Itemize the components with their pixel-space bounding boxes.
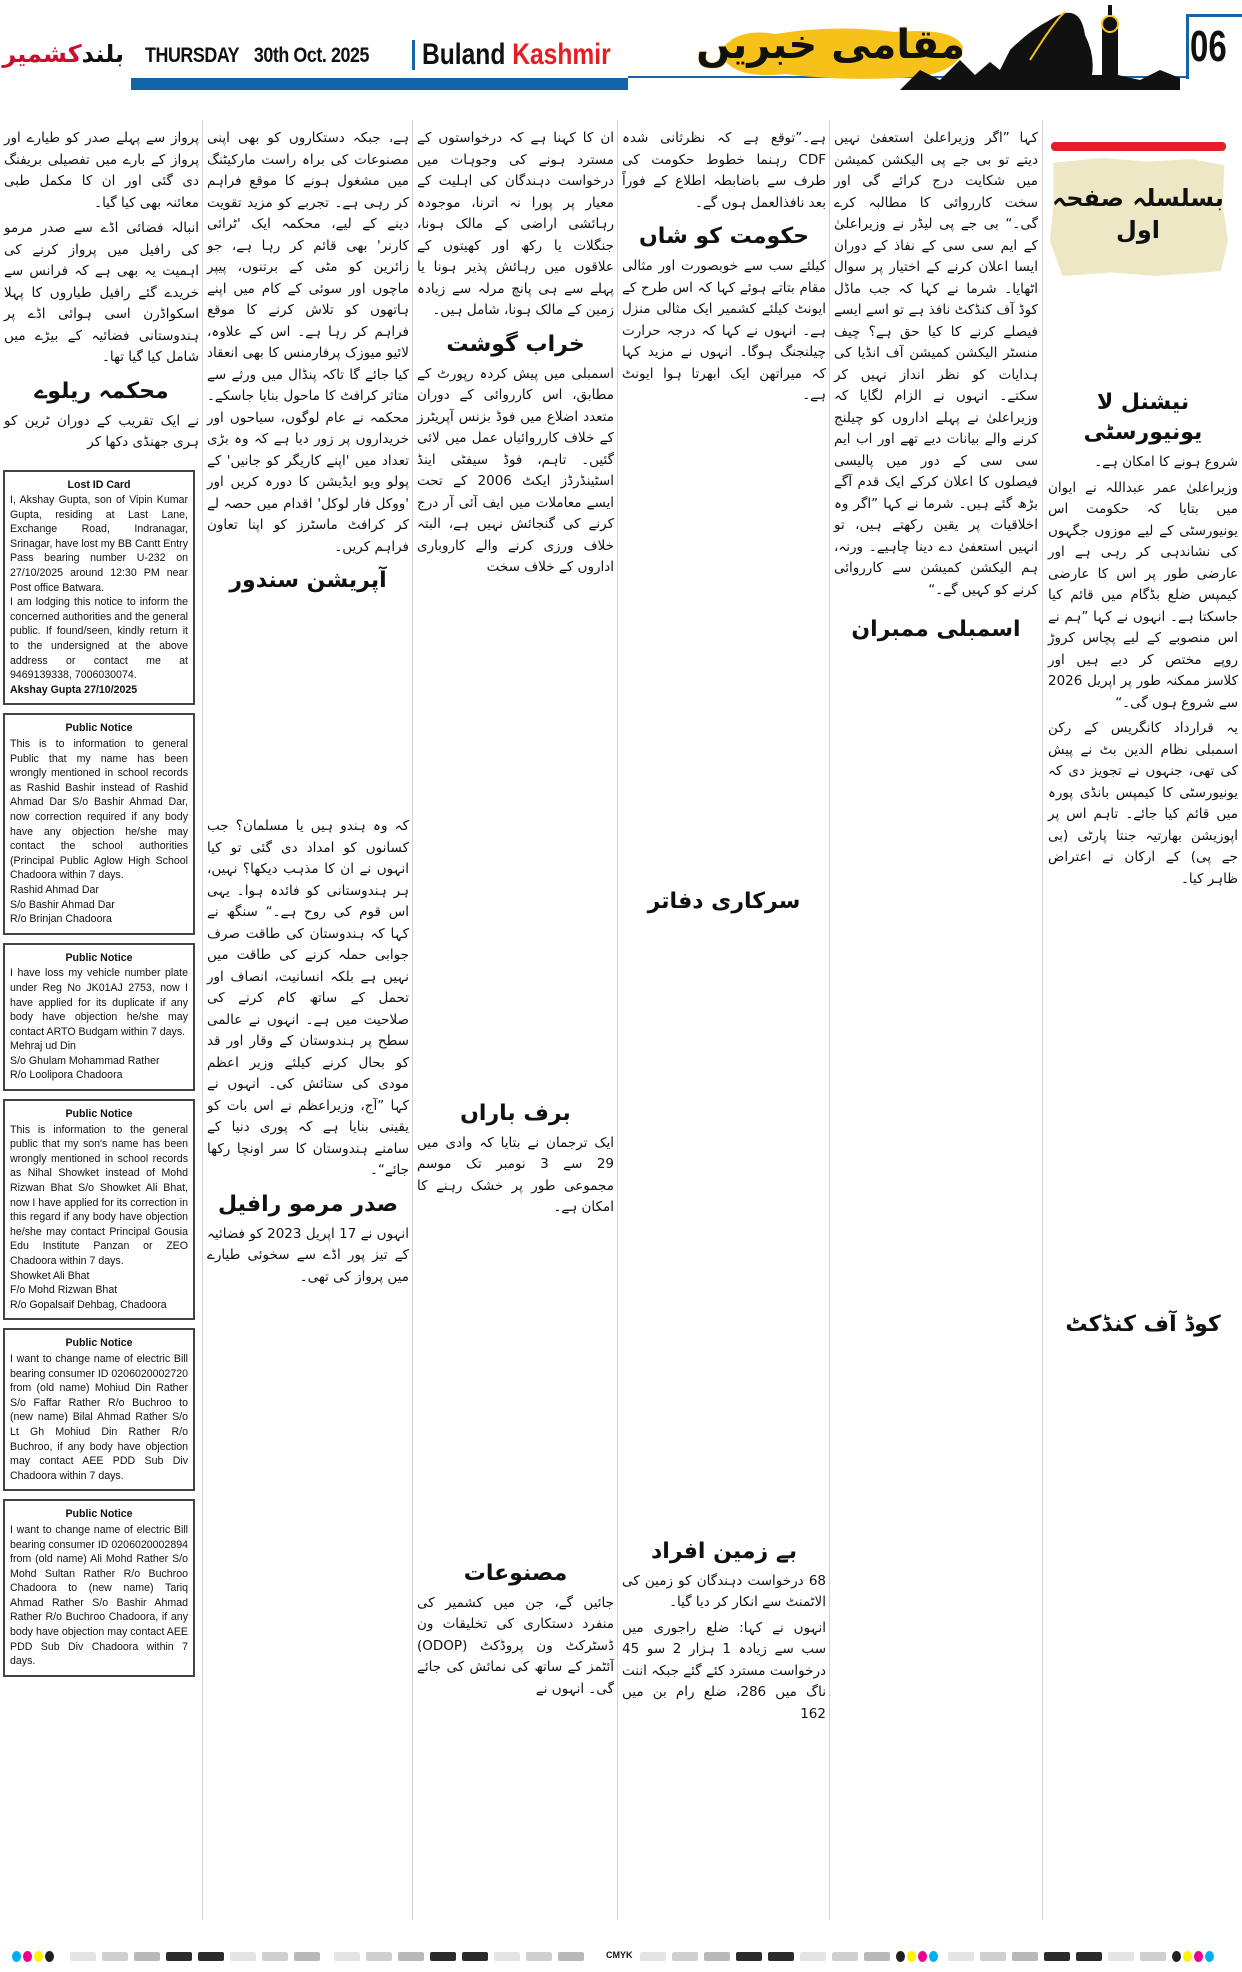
logo-text-1: بلند	[81, 40, 124, 68]
paragraph: انہوں نے کہا: ضلع راجوری میں سب سے زیادہ 1 ہزار 2 سو 45 درخواست مسترد کئے گئے جبکہ اننت ناگ میں 286، ضلع رام بن میں 162	[622, 1619, 827, 1722]
color-dot	[45, 1951, 54, 1962]
cmyk-label: CMYK	[606, 1950, 633, 1960]
gray-patch	[558, 1952, 584, 1961]
notice-body: I am lodging this notice to inform the concerned authorities and the general public. If found/seen, kindly return it to the undersigned at the above address or contact me at 9469139338, 7006030074.	[10, 596, 188, 682]
notice-signature: F/o Mohd Rizwan Bhat	[10, 1284, 118, 1297]
brand-name	[422, 38, 611, 72]
paragraph: انہوں نے 17 اپریل 2023 کو فضائیہ کے تیز پور اڈے سے سخوئی طیارے میں پرواز کی تھی۔	[207, 1225, 409, 1285]
paragraph: اسمبلی میں پیش کردہ رپورٹ کے مطابق، اس کارروائی کے دوران متعدد اضلاع میں فوڈ بزنس آپریٹرز کے خلاف کارروائیاں عمل میں لائی گئیں۔ تاہم، فوڈ سیفٹی اینڈ اسٹینڈرڈز ایکٹ 2006 کے تحت ایسے معاملات میں ایف آئی آر درج کرنے کی گنجائش نہیں ہے، البتہ خلاف ورزی کرنے والے کاروباری اداروں کے خلاف سخت	[417, 365, 614, 575]
paragraph: انبالہ فضائی اڈے سے صدر مرمو کی رافیل میں پرواز کرنے کی اہمیت یہ بھی ہے کہ فرانس سے خریدے گئے رافیل طیاروں کا پہلا اسکواڈرن اسی ہوائی اڈے پر ہندوستانی فضائیہ کے بیڑے میں شامل کیا گیا تھا۔	[4, 220, 199, 365]
heading-operation-sindoor: آپریشن سندور	[229, 568, 387, 593]
gray-patch	[864, 1952, 890, 1961]
paragraph: نے ایک تقریب کے دوران ٹرین کو ہری جھنڈی دکھا کر	[4, 412, 199, 450]
column-f	[4, 128, 199, 1685]
color-dot	[1183, 1951, 1192, 1962]
color-dot	[12, 1951, 21, 1962]
gray-patch	[398, 1952, 424, 1961]
column-rule	[1042, 120, 1043, 1920]
article-landless	[622, 1571, 826, 1726]
notice-title: Lost ID Card	[67, 478, 131, 491]
notice-signature: R/o Brinjan Chadoora	[10, 913, 112, 926]
column-d	[417, 128, 614, 1704]
gray-patch	[704, 1952, 730, 1961]
paragraph: جائیں گے، جن میں کشمیر کی منفرد دستکاری کی تخلیقات ون ڈسٹرکٹ ون پروڈکٹ (ODOP) آئٹمز کے ساتھ کی نمائش کی جائے گی۔ انہوں نے	[417, 1594, 614, 1697]
heading-government-keen: حکومت کو شاں	[639, 224, 809, 249]
gray-patch	[102, 1952, 128, 1961]
header-blue-bar	[131, 78, 628, 90]
paragraph: کیلئے سب سے خوبصورت اور مثالی مقام بتاتے ہوئے کہا کہ اس طرح کے ایونٹ کیلئے کشمیر ایک مثالی منزل ہے۔ انہوں نے کہا کہ درجہ حرارت چیلنجنگ ہوگا۔ انہوں نے مزید کہا کہ میراتھن ایک ابھرتا ہوا ایونٹ ہے۔	[622, 258, 826, 403]
heading-products: مصنوعات	[463, 1560, 568, 1586]
paragraph: ایک ترجمان نے بتایا کہ وادی میں 29 سے 3 نومبر تک موسم مجموعی طور پر خشک رہنے کا امکان ہے۔	[417, 1134, 614, 1215]
notice-title: Public Notice	[65, 1508, 133, 1521]
dateline	[145, 44, 379, 68]
notice-body: I have loss my vehicle number plate under Reg No JK01AJ 2753, now I have applied for its duplicate if any body have objection he/she may contact ARTO Budgam within 7 days.	[10, 967, 188, 1038]
color-dot	[1205, 1951, 1214, 1962]
heading-assembly-members: اسمبلی ممبران	[851, 617, 1021, 642]
notice-body: I want to change name of electric Bill bearing consumer ID 0206020002720 from (old name) Mohiud Din Rather S/o Faffar Rather R/o Buchroo to (new name) Bilal Ahmad Rather S/o Lt Gh Mohiud Din Rather R/o Buchroo, if any body have objection may contact AEE PDD Sub Div Chadoora within 7 days.	[10, 1352, 188, 1482]
article-snowfall	[417, 1133, 614, 1219]
notice-body: This is to information to general Public that my name has been wrongly mentioned in school records as Rashid Bashir instead of Rashid Ahmad Dar S/o Bashir Ahmad Dar, now correction required if any body have any objection he/she may contact the school authorities (Principal Public Aglow High School Chadoora within 7 days.	[10, 738, 188, 882]
column-rule	[829, 120, 830, 1920]
notice-lost-id-card	[3, 470, 195, 706]
article-craft-fair	[207, 128, 409, 558]
gray-patch	[526, 1952, 552, 1961]
gray-patch	[980, 1952, 1006, 1961]
notice-title: Public Notice	[65, 951, 133, 964]
gray-patch	[430, 1952, 456, 1961]
gray-patch	[334, 1952, 360, 1961]
notice-title: Public Notice	[65, 722, 133, 735]
continued-from-front-title: بسلسلہ صفحہ اول	[1052, 184, 1224, 244]
color-dot	[23, 1951, 32, 1962]
gray-patch	[672, 1952, 698, 1961]
notice-body: I want to change name of electric Bill bearing consumer ID 0206020002894 from (old name) Ali Mohd Rather S/o Mohd Sultan Rather R/o Buchroo Chadoora to (new name) Tariq Ahmad Rather S/o Bashir Ahmad Rather R/o Buchroo Chadoora, if any body have objection may contact AEE PDD Sub Div Chadoora within 7 days.	[10, 1523, 188, 1668]
paragraph: یہ قرارداد کانگریس کے رکن اسمبلی نظام الدین بٹ نے پیش کی تھی، جنہوں نے تجویز دی کہ یونیورسٹی کا کیمپس بانڈی پورہ میں قائم کیا جائے۔ تاہم اس پر اپوزیشن بھارتیہ جنتا پارٹی (بی جے پی) کے ارکان نے اعتراض ظاہر کیا۔	[1048, 720, 1238, 887]
column-rule	[412, 120, 413, 1920]
color-dot	[34, 1951, 43, 1962]
article-president-rafale	[207, 1224, 409, 1289]
gray-patch	[1108, 1952, 1134, 1961]
gray-patch	[1044, 1952, 1070, 1961]
paragraph: ان کا کہنا ہے کہ درخواستوں کے مسترد ہونے کی وجوہات میں درخواست دہندگان کی اہلیت کے معیار پر پورا نہ اترنا، موجودہ رہائشی اراضی کے مالک ہونا، جنگلات یا رکھ اور کھیتوں کے علاقوں میں رہائش پذیر ہونا یا پہلے سے ہی پانچ مرلہ سے زیادہ زمین کے مالک ہونا، شامل ہیں۔	[417, 130, 614, 318]
gray-patch	[294, 1952, 320, 1961]
notice-signature: S/o Bashir Ahmad Dar	[10, 898, 115, 911]
gray-patch	[70, 1952, 96, 1961]
gray-patch	[462, 1952, 488, 1961]
header-divider	[412, 40, 415, 70]
notice-signature: R/o Loolipora Chadoora	[10, 1069, 123, 1082]
notice-son-name-correction	[3, 1099, 195, 1320]
heading-president-rafale: صدر مرمو رافیل	[218, 1191, 398, 1217]
article-cdf	[622, 128, 826, 214]
article-bad-meat	[417, 364, 614, 579]
gray-patch	[262, 1952, 288, 1961]
gray-patch	[1012, 1952, 1038, 1961]
notice-name-correction	[3, 713, 195, 934]
heading-code-of-conduct: کوڈ آف کنڈکٹ	[1065, 1312, 1221, 1337]
article-law-university	[1048, 452, 1238, 890]
logo-text-2: کشمیر	[2, 40, 82, 68]
color-dot	[907, 1951, 916, 1962]
paragraph: ہے، جبکہ دستکاروں کو بھی اپنی مصنوعات کی براہ راست مارکیٹنگ میں مشغول ہونے کا موقع فراہم کر رہی ہے۔ تجربے کو مزید تقویت دینے کے لیے، محکمہ ایک 'ٹرائی کارنر' بھی قائم کر رہا ہے، جو زائرین کو مٹی کے برتنوں، پیپر ماچوں اور سوئی کے کام میں اپنے ہاتھوں کو تلاش کرنے کا موقع فراہم کر رہا ہے۔ اس کے علاوہ، لائیو میوزک پرفارمنس کا بھی انعقاد کیا جائے گا تاکہ پنڈال میں ورثے سے متاثر کرافٹ کا ماحول بنایا جاسکے۔ محکمہ نے عام لوگوں، سیاحوں اور خریداروں پر زور دیا ہے کہ وہ بڑی تعداد میں 'اپنے کاریگر کو جانیں' کے پولو ویو ایڈیشن کا دورہ کریں اور 'ووکل فار لوکل' اقدام میں حصہ لے کر کرافٹ ماسٹرز کو اپنا تعاون فراہم کریں۔	[207, 130, 409, 555]
notice-signature: Akshay Gupta 27/10/2025	[10, 683, 138, 696]
article-rejections	[417, 128, 614, 322]
section-title: مقامی خبریں	[696, 22, 965, 68]
gray-patch	[948, 1952, 974, 1961]
continued-box-wrap	[1048, 142, 1238, 292]
page-number: 06	[1190, 22, 1227, 71]
color-dot	[918, 1951, 927, 1962]
paragraph: شروع ہونے کا امکان ہے۔	[1094, 454, 1238, 470]
heading-law-university: نیشنل لا یونیورسٹی	[1083, 390, 1203, 445]
brand-second: Kashmir	[512, 38, 611, 71]
color-dot	[1172, 1951, 1181, 1962]
column-rule	[617, 120, 618, 1920]
article-operation-sindoor	[207, 816, 409, 1182]
article-rafale-flight	[4, 128, 199, 369]
gray-patch	[366, 1952, 392, 1961]
notice-body: This is information to the general public that my son's name has been wrongly mentioned in school records as Nihal Showket instead of Mohd Rizwan Bhat S/o Showket Ali Bhat, now I have applied for its correction in this regard if any body have objection he/she may contact Principal Gousia Edu Institute Panzan or ZEO Chadoora within 7 days.	[10, 1123, 188, 1267]
heading-bad-meat: خراب گوشت	[446, 331, 585, 357]
article-railway	[4, 411, 199, 454]
gray-patch	[800, 1952, 826, 1961]
brand-first: Buland	[422, 38, 506, 71]
gray-patch	[1076, 1952, 1102, 1961]
gray-patch	[198, 1952, 224, 1961]
paragraph: ہے۔”توقع ہے کہ نظرثانی شدہ CDF رہنما خطوط حکومت کی طرف سے باضابطہ اطلاع کے فوراً بعد نافذالعمل ہوں گے۔	[622, 130, 826, 211]
gray-patch	[134, 1952, 160, 1961]
color-dot	[1194, 1951, 1203, 1962]
heading-snowfall: برف باراں	[460, 1100, 571, 1126]
gray-patch	[230, 1952, 256, 1961]
color-dot	[929, 1951, 938, 1962]
notice-signature: Rashid Ahmad Dar	[10, 883, 99, 896]
paragraph: وزیراعلیٰ عمر عبداللہ نے ایوان میں بتایا کہ حکومت اس یونیورسٹی کے لیے موزوں جگہوں کی نشاندہی کر رہی ہے اور عارضی طور پر اس کا عارضی کیمپس ضلع بڈگام میں قائم کیا جاسکتا ہے۔ انہوں نے کہا ”ہم نے اس منصوبے کے لیے پچاس کروڑ روپے مختص کر دیے ہیں اور کلاسز ممکنہ طور پر اپریل 2026 سے شروع ہوں گی۔“	[1048, 479, 1238, 711]
notice-body: I, Akshay Gupta, son of Vipin Kumar Gupta, residing at Last Lane, Exchange Road, Indranagar, Srinagar, have lost my BB Cantt Entry Pass bearing number U-232 on 27/10/2025 around 12:30 PM near Post office Batwara.	[10, 494, 188, 594]
weekday: THURSDAY	[145, 44, 240, 67]
heading-landless: بے زمین افراد	[651, 1538, 797, 1564]
notice-title: Public Notice	[65, 1108, 133, 1121]
notice-number-plate	[3, 943, 195, 1091]
gray-patch	[736, 1952, 762, 1961]
column-e	[207, 128, 409, 1292]
column-c	[622, 128, 826, 1729]
gray-patch	[166, 1952, 192, 1961]
paragraph: کہ وہ ہندو ہیں یا مسلمان؟ جب کسانوں کو امداد دی گئی تو کیا انہوں نے ان کا مذہب دیکھا؟ نہیں، ہر ہندوستانی کو فائدہ ہوا۔ یہی اس قوم کی روح ہے۔“ سنگھ نے کہا کہ ہندوستان کی طاقت صرف جوابی حملہ کرنے کی طاقت میں نہیں ہے بلکہ انسانیت، انصاف اور تحمل کے ساتھ کام کرنے کی صلاحیت میں ہے۔ انہوں نے عالمی سطح پر ہندوستان کے وقار اور قد کو بحال کرنے کیلئے وزیر اعظم مودی کی ستائش کی۔ انہوں نے کہا ”آج، وزیراعظم نے اس بات کو یقینی بنایا ہے کہ پوری دنیا کے سامنے ہندوستان کا سر اونچا رکھا جائے“۔	[207, 818, 409, 1178]
color-dot	[896, 1951, 905, 1962]
newspaper-logo	[4, 40, 124, 68]
gray-patch	[494, 1952, 520, 1961]
notice-title: Public Notice	[65, 1337, 133, 1350]
notice-electric-bill-1	[3, 1328, 195, 1491]
gray-patch	[1140, 1952, 1166, 1961]
paragraph: پرواز سے پہلے صدر کو طیارے اور پرواز کے بارے میں تفصیلی بریفنگ دی گئی اور ان کا مکمل طبی معائنہ بھی کیا گیا۔	[4, 130, 199, 211]
heading-government-offices: سرکاری دفاتر	[647, 888, 801, 914]
gray-patch	[640, 1952, 666, 1961]
column-a	[1048, 128, 1238, 1344]
paragraph: 68 درخواست دہندگان کو زمین کی الاٹمنٹ سے انکار کر دیا گیا۔	[622, 1572, 826, 1610]
issue-date: 30th Oct. 2025	[253, 44, 369, 67]
notice-signature: Mehraj ud Din	[10, 1040, 76, 1053]
article-products	[417, 1593, 614, 1701]
column-b	[834, 128, 1038, 649]
gray-patch	[768, 1952, 794, 1961]
notice-electric-bill-2	[3, 1499, 195, 1677]
column-rule	[202, 120, 203, 1920]
paragraph: کہا ”اگر وزیراعلیٰ استعفیٰ نہیں دیتے تو بی جے پی الیکشن کمیشن میں شکایت درج کرائے گی اور سخت کارروائی کا مطالبہ کرے گی۔“ بی جے پی لیڈر نے وزیراعلیٰ کے ایم سی سی کے نفاذ کے دوران ایسا اعلان کرنے کے اختیار پر سوال اٹھایا۔ شرما نے کہا کہ جب ماڈل کوڈ آف کنڈکٹ نافذ ہے تو اسے ایسے فیصلے کرنے کا کیا حق ہے؟ چیف منسٹر الیکشن کمیشن آف انڈیا کی ہدایات کو نظر انداز نہیں کر سکتے۔ انہوں نے الزام لگایا کہ وزیراعلیٰ نے پہلے اداروں کو چیلنج کرنے والے بیانات دیے تھے اور اب ایم سی سی کے دور میں پالیسی فیصلوں کا اعلان کرکے ایک قدم آگے بڑھ گئے ہیں۔ شرما نے کہا ”اگر وہ اخلاقیات پر یقین رکھتے ہیں، تو انہیں استعفیٰ دے دینا چاہیے۔ ورنہ، ہم الیکشن کمیشن سے کارروائی کرنے کو کہیں گے۔“	[834, 130, 1038, 598]
gray-patch	[832, 1952, 858, 1961]
notice-signature: S/o Ghulam Mohammad Rather	[10, 1054, 160, 1067]
notice-signature: Showket Ali Bhat	[10, 1269, 90, 1282]
box-red-stripe	[1051, 142, 1226, 151]
heading-railway: محکمہ ریلوے	[34, 378, 169, 404]
article-bjp-statement	[834, 128, 1038, 601]
article-government-keen	[622, 256, 826, 407]
notice-signature: R/o Gopalsaif Dehbag, Chadoora	[10, 1298, 167, 1311]
